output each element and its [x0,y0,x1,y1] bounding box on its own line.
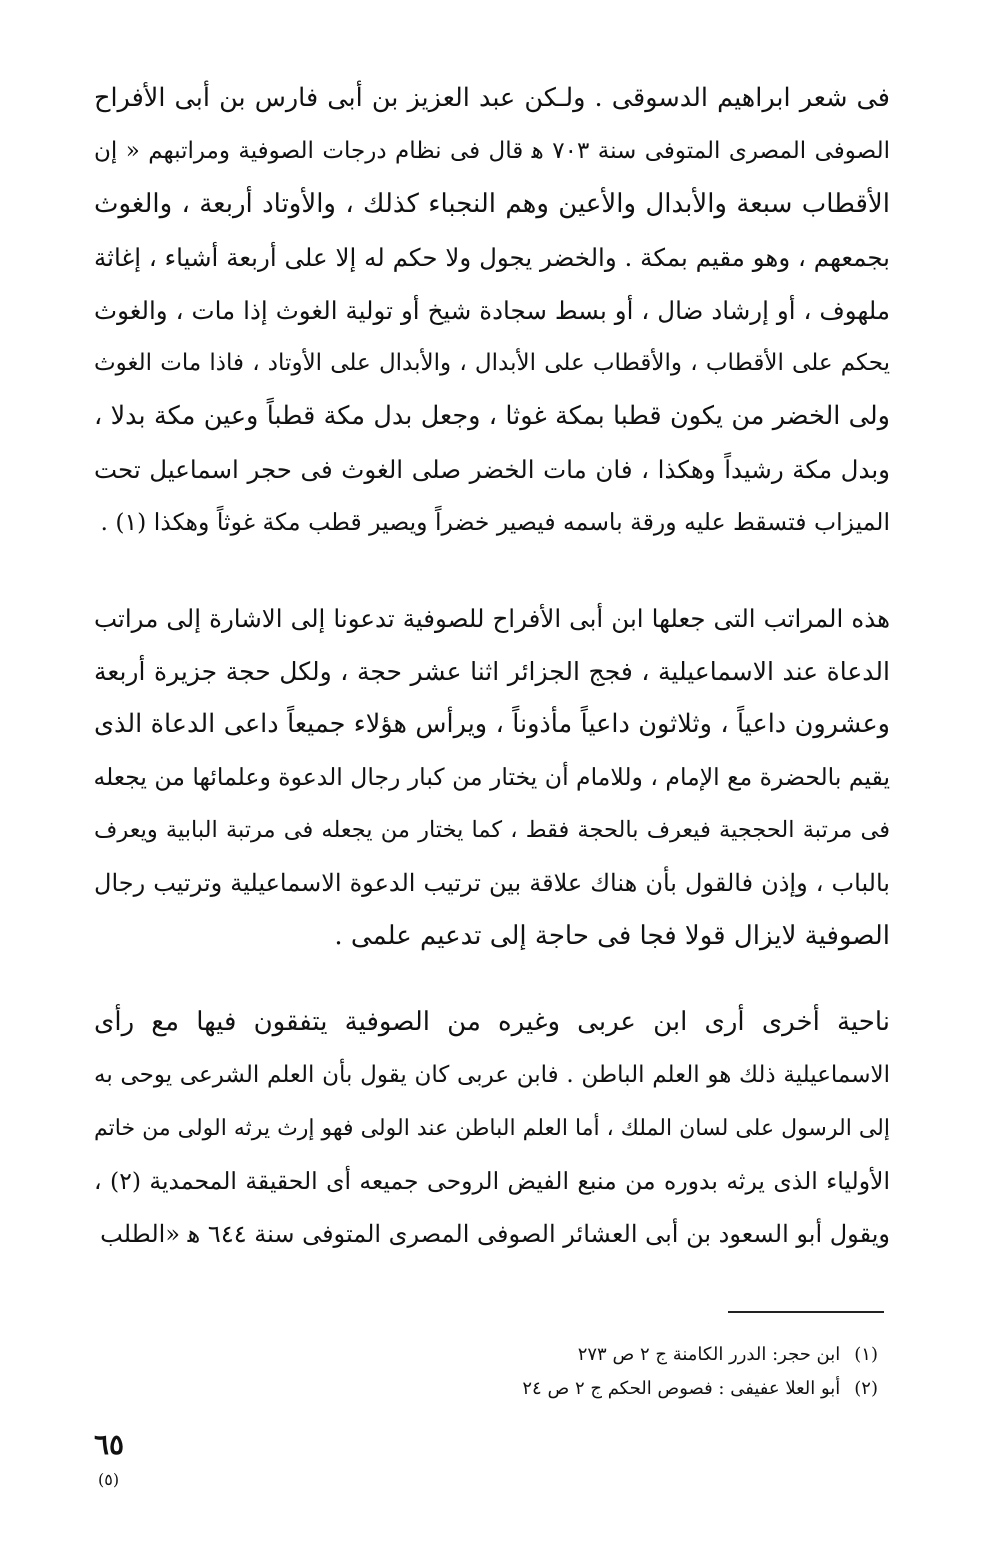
text-line: يحكم على الأقطاب ، والأقطاب على الأبدال ، والأبدال على الأوتاد ، فاذا مات الغوث [94,350,890,376]
text-line: ويقول أبو السعود بن أبى العشائر الصوفى المصرى المتوفى سنة ٦٤٤ ﻫ «الطلب [100,1220,890,1248]
text-line: وبدل مكة رشيداً وهكذا ، فان مات الخضر صلى الغوث فى حجر اسماعيل تحت [94,455,890,484]
text-line: الميزاب فتسقط عليه ورقة باسمه فيصير خضراً ويصير قطب مكة غوثاً وهكذا (١) . [100,508,890,536]
text-line: إلى الرسول على لسان الملك ، أما العلم الباطن عند الولى فهو إرث يرثه الولى من خاتم [94,1116,890,1141]
page-number: ٦٥ [94,1428,125,1461]
text-line: الأولياء الذى يرثه بدوره من منبع الفيض الروحى جميعه أى الحقيقة المحمدية (٢) ، [94,1167,890,1195]
footnote-number: (٢) [854,1378,878,1399]
text-line: ناحية أخرى أرى ابن عربى وغيره من الصوفية يتفقون فيها مع رأى [94,1007,890,1037]
text-line: ولى الخضر من يكون قطبا بمكة غوثا ، وجعل بدل مكة قطباً وعين مكة بدلا ، [94,401,890,431]
paragraph-2 [94,592,890,963]
text-line: الاسماعيلية ذلك هو العلم الباطن . فابن عربى كان يقول بأن العلم الشرعى يوحى به [94,1062,890,1088]
text-line: وعشرون داعياً ، وثلاثون داعياً مأذوناً ، ويرأس هؤلاء جميعاً داعى الدعاة الذى [94,709,890,739]
text-line: ملهوف ، أو إرشاد ضال ، أو بسط سجادة شيخ أو تولية الغوث إذا مات ، والغوث [94,296,890,325]
text-line: الدعاة عند الاسماعيلية ، فجج الجزائر اثنا عشر حجة ، ولكل حجة جزيرة أربعة [94,657,890,686]
text-line: الأقطاب سبعة والأبدال والأعين وهم النجباء كذلك ، والأوتاد أربعة ، والغوث [94,189,890,219]
footnote-1 [94,1338,878,1372]
text-line: الصوفية لايزال قولا فجا فى حاجة إلى تدعيم علمى . [334,921,890,951]
text-line: هذه المراتب التى جعلها ابن أبى الأفراح للصوفية تدعونا إلى الاشارة إلى مراتب [94,604,890,633]
text-line: فى شعر ابراهيم الدسوقى . ولـكن عبد العزيز بن أبى فارس بن أبى الأفراح [94,83,890,113]
paragraph-3 [94,996,890,1261]
signature-mark: (٥) [98,1470,120,1489]
footnote-2 [94,1372,878,1406]
footnote-text: أبو العلا عفيفى : فصوص الحكم ج ٢ ص ٢٤ [522,1378,841,1399]
text-line: بجمعهم ، وهو مقيم بمكة . والخضر يجول ولا حكم له إلا على أربعة أشياء ، إغاثة [94,243,890,272]
text-line: الصوفى المصرى المتوفى سنة ٧٠٣ ﻫ قال فى نظام درجات الصوفية ومراتبهم « إن [94,138,890,164]
footnotes [94,1338,878,1406]
footnote-text: ابن حجر: الدرر الكامنة ج ٢ ص ٢٧٣ [577,1344,841,1365]
footnote-separator [728,1311,884,1313]
text-line: بالباب ، وإذن فالقول بأن هناك علاقة بين ترتيب الدعوة الاسماعيلية وترتيب رجال [94,869,890,897]
paragraph-1 [94,72,890,549]
text-line: فى مرتبة الحججية فيعرف بالحجة فقط ، كما يختار من يجعله فى مرتبة البابية ويعرف [94,817,890,843]
text-line: يقيم بالحضرة مع الإمام ، وللامام أن يختار من كبار رجال الدعوة وعلمائها من يجعله [94,763,890,791]
footnote-number: (١) [854,1344,878,1365]
